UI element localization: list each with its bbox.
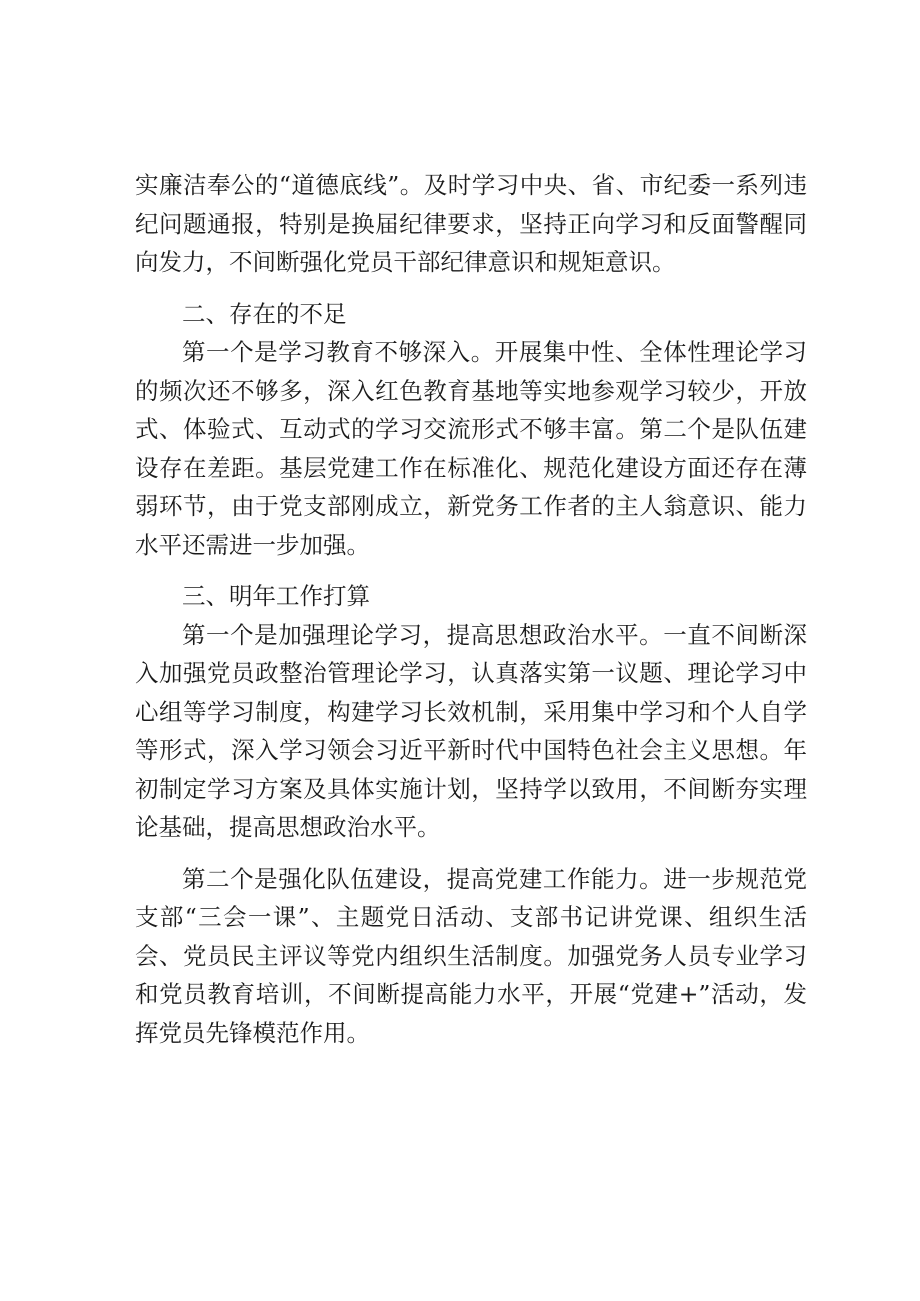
section-heading-shortcomings: 二、存在的不足 — [182, 299, 347, 328]
paragraph-continuation: 实廉洁奉公的“道德底线”。及时学习中央、省、市纪委一系列违纪问题通报，特别是换届纪律要求，坚持正向学习和反面警醒同向发力，不间断强化党员干部纪律意识和规矩意识。 — [135, 171, 807, 276]
paragraph-shortcomings: 第一个是学习教育不够深入。开展集中性、全体性理论学习的频次还不够多，深入红色教育基地等实地参观学习较少，开放式、体验式、互动式的学习交流形式不够丰富。第二个是队伍建设存在差距。基层党建工作在标准化、规范化建设方面还存在薄弱环节，由于党支部刚成立，新党务工作者的主人翁意识、能力水平还需进一步加强。 — [135, 338, 807, 559]
document-body — [135, 166, 807, 1052]
section-heading-next-year-plan: 三、明年工作打算 — [182, 582, 370, 610]
paragraph-plan-theory-study: 第一个是加强理论学习，提高思想政治水平。一直不间断深入加强党员政整治管理论学习，认真落实第一议题、理论学习中心组等学习制度，构建学习长效机制，采用集中学习和个人自学等形式，深入学习领会习近平新时代中国特色社会主义思想。年初制定学习方案及具体实施计划，坚持学以致用，不间断夯实理论基础，提高思想政治水平。 — [135, 620, 807, 841]
paragraph-plan-team-building: 第二个是强化队伍建设，提高党建工作能力。进一步规范党支部“三会一课”、主题党日活动、支部书记讲党课、组织生活会、党员民主评议等党内组织生活制度。加强党务人员专业学习和党员教育培训，不间断提高能力水平，开展“党建+”活动，发挥党员先锋模范作用。 — [135, 864, 807, 1047]
